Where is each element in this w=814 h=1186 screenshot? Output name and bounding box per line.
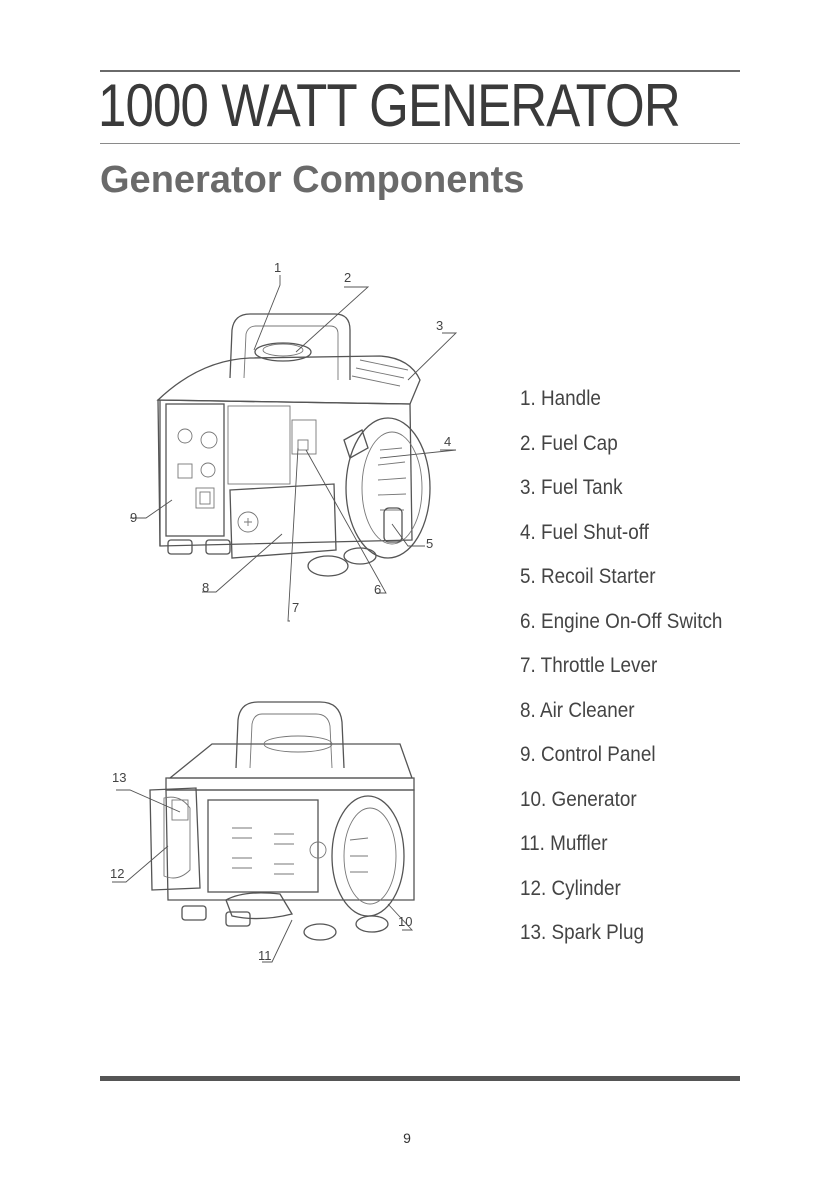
- callout-5: 5: [426, 536, 434, 551]
- page-title: 1000 WATT GENERATOR: [98, 72, 680, 139]
- callout-8: 8: [202, 580, 210, 595]
- callout-6: 6: [374, 582, 382, 597]
- callout-7: 7: [292, 600, 300, 615]
- component-item-engine-switch: 6. Engine On-Off Switch: [520, 609, 723, 633]
- component-item-cylinder: 12. Cylinder: [520, 876, 621, 900]
- component-item-generator: 10. Generator: [520, 787, 637, 811]
- callout-11: 11: [258, 948, 272, 963]
- callout-1: 1: [274, 260, 282, 275]
- component-item-air-cleaner: 8. Air Cleaner: [520, 698, 635, 722]
- callout-4: 4: [444, 434, 452, 449]
- callout-2: 2: [344, 270, 352, 285]
- component-item-muffler: 11. Muffler: [520, 832, 608, 855]
- section-heading: Generator Components: [100, 159, 525, 201]
- callout-12: 12: [110, 866, 125, 881]
- callout-10: 10: [398, 914, 413, 929]
- component-item-fuel-shut-off: 4. Fuel Shut-off: [520, 520, 649, 544]
- component-item-throttle-lever: 7. Throttle Lever: [520, 654, 658, 677]
- component-item-control-panel: 9. Control Panel: [520, 743, 656, 766]
- component-item-handle: 1. Handle: [520, 387, 601, 410]
- component-item-spark-plug: 13. Spark Plug: [520, 921, 644, 944]
- component-item-fuel-tank: 3. Fuel Tank: [520, 476, 623, 499]
- callout-3: 3: [436, 318, 444, 333]
- component-item-fuel-cap: 2. Fuel Cap: [520, 431, 618, 455]
- callout-9: 9: [130, 510, 138, 525]
- generator-rear-view: [110, 702, 414, 963]
- page-number: 9: [403, 1130, 411, 1146]
- component-list: [520, 388, 745, 967]
- generator-front-view: [130, 260, 456, 621]
- callout-13: 13: [112, 770, 127, 785]
- footer-rule: [100, 1076, 740, 1081]
- component-item-recoil-starter: 5. Recoil Starter: [520, 565, 656, 588]
